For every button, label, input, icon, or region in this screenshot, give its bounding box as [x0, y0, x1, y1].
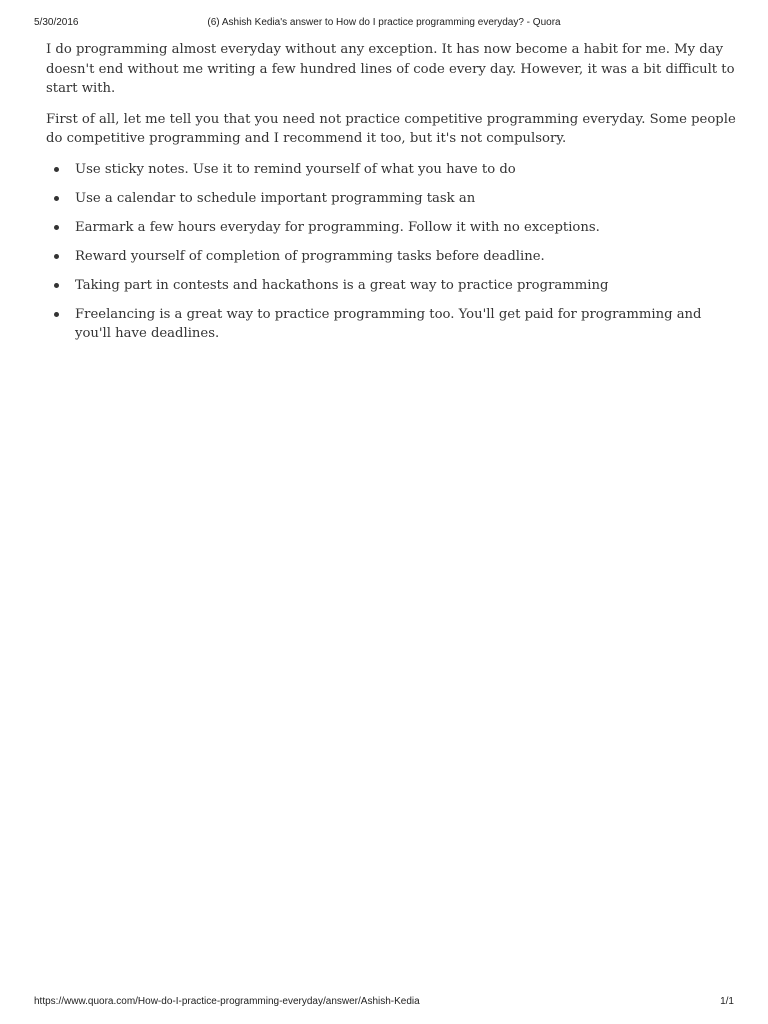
- tips-list: [46, 160, 736, 344]
- bullet-icon: [54, 312, 59, 317]
- list-item: [75, 160, 736, 180]
- list-item: [75, 305, 736, 344]
- bullet-icon: [54, 225, 59, 230]
- list-item: [75, 247, 736, 267]
- page-url: https://www.quora.com/How-do-I-practice-programming-everyday/answer/Ashish-Kedia: [34, 996, 420, 1007]
- page-number: 1/1: [720, 996, 734, 1007]
- list-item: [75, 218, 736, 238]
- page-title: (6) Ashish Kedia's answer to How do I practice programming everyday? - Quora: [207, 17, 561, 28]
- list-item: [75, 276, 736, 296]
- list-item-text: Earmark a few hours everyday for programming. Follow it with no exceptions.: [75, 219, 600, 235]
- answer-content: [46, 40, 736, 353]
- list-item-text: Reward yourself of completion of programming tasks before deadline.: [75, 248, 545, 264]
- answer-paragraph: First of all, let me tell you that you need not practice competitive programming everyday. Some people do competitive programming and I recommend it too, but it's not compulsory.: [46, 111, 736, 146]
- list-item: [75, 189, 736, 209]
- bullet-icon: [54, 254, 59, 259]
- answer-paragraph: I do programming almost everyday without any exception. It has now become a habit for me. My day doesn't end without me writing a few hundred lines of code every day. However, it was a bit difficult to start with.: [46, 42, 735, 96]
- print-header: [34, 17, 734, 31]
- list-item-text: Freelancing is a great way to practice programming too. You'll get paid for programming and you'll have deadlines.: [75, 306, 702, 341]
- bullet-icon: [54, 196, 59, 201]
- bullet-icon: [54, 283, 59, 288]
- print-footer: [34, 996, 734, 1010]
- list-item-text: Taking part in contests and hackathons is a great way to practice programming: [75, 277, 609, 293]
- bullet-icon: [54, 167, 59, 172]
- print-date: 5/30/2016: [34, 17, 79, 28]
- list-item-text: Use a calendar to schedule important programming task an: [75, 190, 476, 206]
- list-item-text: Use sticky notes. Use it to remind yourself of what you have to do: [75, 161, 516, 177]
